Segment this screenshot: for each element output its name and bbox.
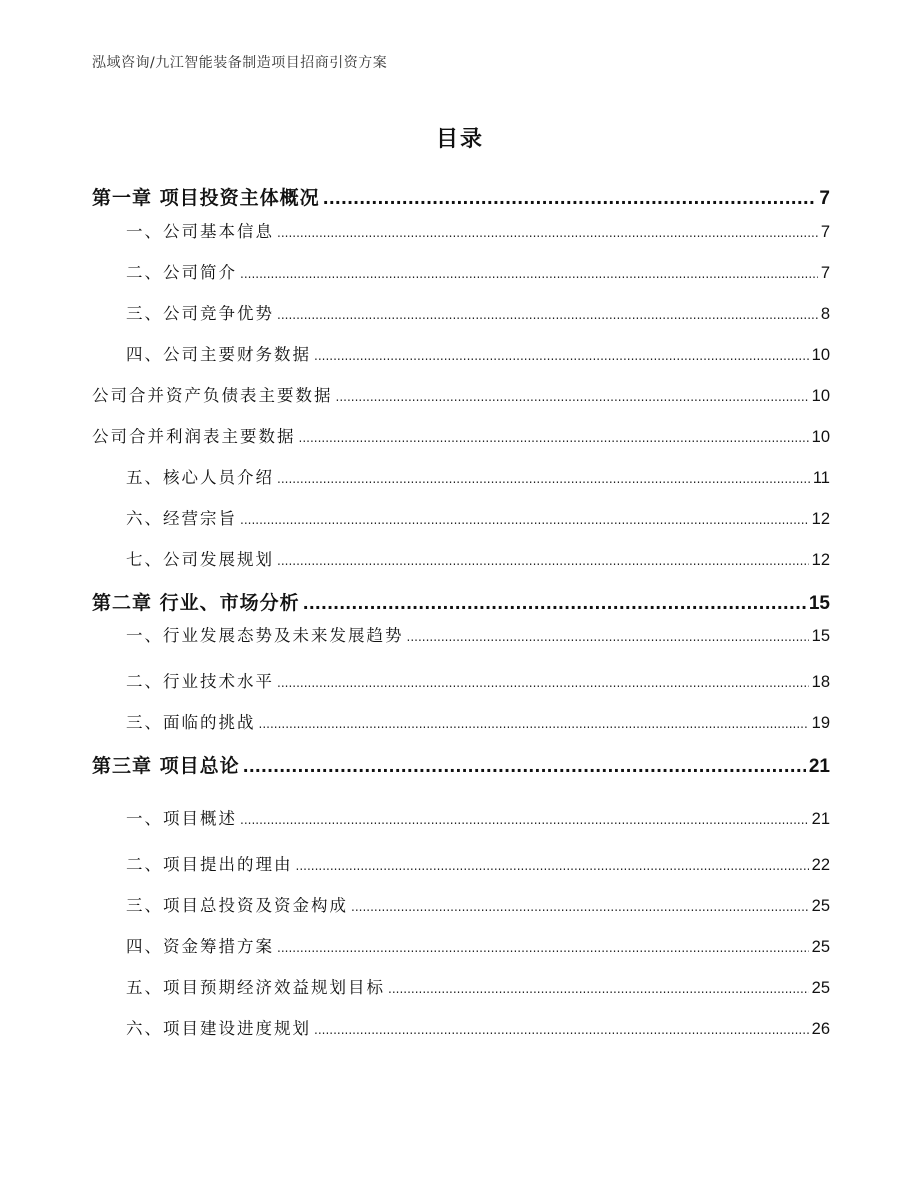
toc-entry-label: 公司合并资产负债表主要数据 [92,386,333,405]
toc-entry-number: 一、 [126,626,163,645]
toc-page-number: 21 [811,810,830,828]
dot-leader [314,342,809,370]
toc-entry-number: 七、 [126,550,163,569]
dot-leader [277,934,809,962]
toc-entry-number: 二、 [126,672,163,691]
dot-leader [314,1016,809,1044]
toc-entry-number: 五、 [126,978,163,997]
dot-leader [277,301,818,329]
toc-entry-label: 公司发展规划 [163,550,274,569]
toc-page-number: 8 [820,305,830,323]
dot-leader [407,623,809,651]
toc-entry-label: 第一章 项目投资主体概况 [92,187,320,209]
toc-entry-label: 核心人员介绍 [163,468,274,487]
toc-section-entry[interactable] [92,423,830,452]
toc-section-entry[interactable] [92,974,830,1003]
dot-leader [277,547,809,575]
toc-section-entry[interactable] [92,259,830,288]
table-of-contents [92,0,830,1191]
toc-page-number: 25 [811,897,830,915]
dot-leader [259,710,809,738]
toc-entry-number: 四、 [126,345,163,364]
toc-page-number: 7 [819,188,830,209]
toc-page-number: 21 [808,756,830,777]
dot-leader [351,893,809,921]
dot-leader [296,852,809,880]
toc-entry-label: 公司基本信息 [163,222,274,241]
toc-entry-label: 公司简介 [163,263,237,282]
dot-leader [323,183,817,215]
dot-leader [336,383,809,411]
toc-entry-label: 行业技术水平 [163,672,274,691]
toc-entry-number: 一、 [126,222,163,241]
toc-entry-number: 六、 [126,509,163,528]
toc-entry-label: 第二章 行业、市场分析 [92,592,300,614]
toc-page-number: 15 [811,627,830,645]
toc-chapter-entry[interactable] [92,587,830,620]
toc-section-entry[interactable] [92,341,830,370]
toc-page-number: 10 [811,346,830,364]
toc-section-entry[interactable] [92,892,830,921]
toc-entry-label: 公司竞争优势 [163,304,274,323]
toc-page-number: 11 [812,469,830,487]
dot-leader [243,751,806,783]
toc-entry-number: 三、 [126,713,163,732]
page-title: 目录 [435,127,484,152]
toc-section-entry[interactable] [92,546,830,575]
toc-section-entry[interactable] [92,382,830,411]
toc-chapter-entry[interactable] [92,750,830,783]
toc-page-number: 19 [811,714,830,732]
toc-section-entry[interactable] [92,1015,830,1044]
toc-entry-label: 项目建设进度规划 [163,1019,311,1038]
toc-entry-label: 公司主要财务数据 [163,345,311,364]
toc-entry-number: 五、 [126,468,163,487]
toc-page-number: 15 [808,593,830,614]
toc-entry-number: 一、 [126,809,163,828]
toc-entry-label: 经营宗旨 [163,509,237,528]
dot-leader [303,588,806,620]
dot-leader [388,975,809,1003]
dot-leader [240,806,809,834]
toc-page-number: 25 [811,938,830,956]
toc-section-entry[interactable] [92,851,830,880]
toc-page-number: 10 [811,428,830,446]
toc-section-entry[interactable] [92,933,830,962]
toc-section-entry[interactable] [92,464,830,493]
toc-entry-label: 项目总投资及资金构成 [163,896,348,915]
toc-entry-label: 项目预期经济效益规划目标 [163,978,385,997]
toc-page-number: 7 [820,264,830,282]
toc-entry-label: 行业发展态势及未来发展趋势 [163,626,404,645]
toc-page-number: 25 [811,979,830,997]
dot-leader [277,465,810,493]
toc-entry-label: 面临的挑战 [163,713,256,732]
toc-page-number: 12 [811,551,830,569]
toc-entry-number: 三、 [126,304,163,323]
dot-leader [240,506,809,534]
dot-leader [299,424,809,452]
toc-section-entry[interactable] [92,805,830,834]
toc-page-number: 18 [811,673,830,691]
toc-chapter-entry[interactable] [92,182,830,215]
toc-entry-number: 二、 [126,855,163,874]
toc-section-entry[interactable] [92,218,830,247]
toc-entry-number: 四、 [126,937,163,956]
toc-entry-label: 项目概述 [163,809,237,828]
toc-entry-label: 项目提出的理由 [163,855,293,874]
toc-entry-number: 三、 [126,896,163,915]
toc-entry-label: 资金筹措方案 [163,937,274,956]
dot-leader [277,219,818,247]
toc-page-number: 10 [811,387,830,405]
toc-page-number: 22 [811,856,830,874]
dot-leader [240,260,818,288]
toc-section-entry[interactable] [92,668,830,697]
toc-entry-label: 第三章 项目总论 [92,755,240,777]
toc-page-number: 12 [811,510,830,528]
toc-section-entry[interactable] [92,622,830,651]
toc-page-number: 26 [811,1020,830,1038]
toc-section-entry[interactable] [92,505,830,534]
page-header: 泓域咨询/九江智能装备制造项目招商引资方案 [92,55,388,71]
toc-entry-label: 公司合并利润表主要数据 [92,427,296,446]
toc-page-number: 7 [820,223,830,241]
dot-leader [277,669,809,697]
toc-entry-number: 六、 [126,1019,163,1038]
toc-section-entry[interactable] [92,300,830,329]
toc-section-entry[interactable] [92,709,830,738]
toc-entry-number: 二、 [126,263,163,282]
